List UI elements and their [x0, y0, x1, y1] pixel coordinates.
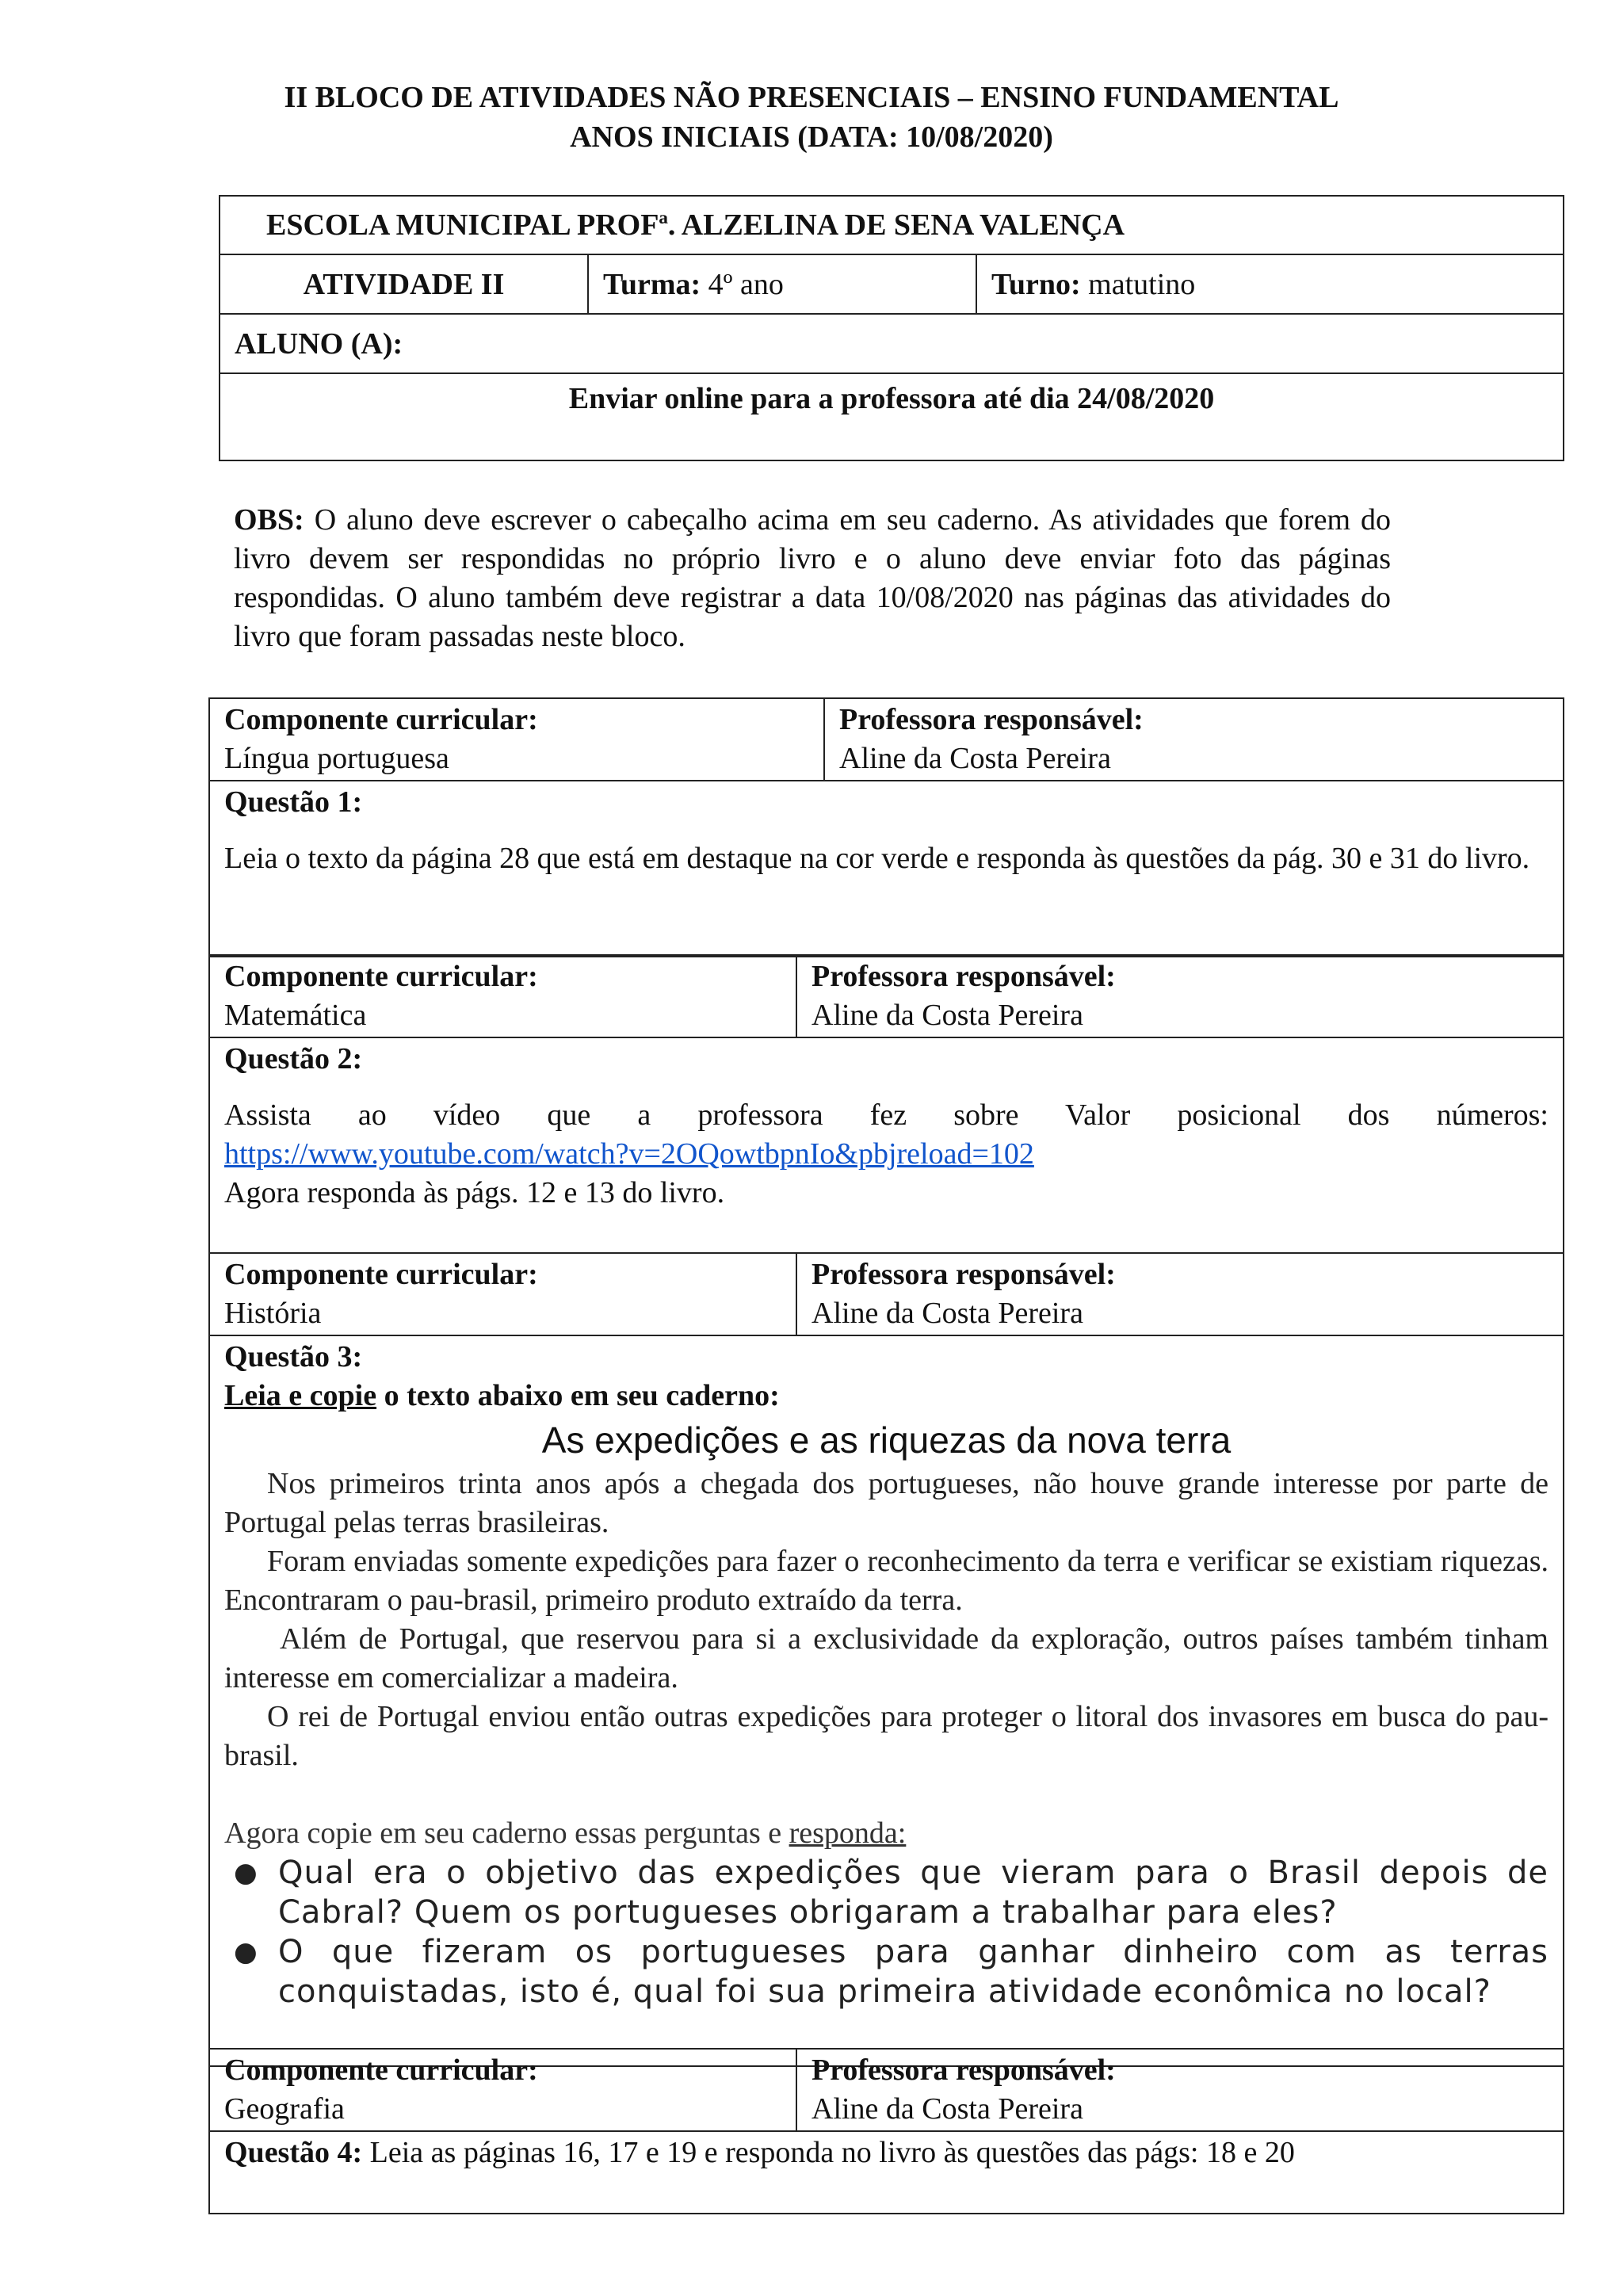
document-title	[0, 78, 1623, 157]
turma-label: Turma:	[603, 267, 701, 301]
school-name: ESCOLA MUNICIPAL PROFª. ALZELINA DE SENA VALENÇA	[220, 196, 1564, 254]
history-paragraph-2: Foram enviadas somente expedições para fazer o reconhecimento da terra e verificar se existiam riquezas. Encontraram o pau-brasil, primeiro produto extraído da terra.	[224, 1545, 1549, 1617]
teacher-cell	[824, 698, 1564, 781]
component-value: Matemática	[224, 999, 367, 1032]
questions-intro-text: Agora copie em seu caderno essas perguntas e	[224, 1817, 789, 1850]
teacher-label: Professora responsável:	[812, 960, 1116, 993]
section-math	[208, 954, 1564, 1254]
history-question-1-text: Qual era o objetivo das expedições que vieram para o Brasil depois de Cabral? Quem os portugueses obrigaram a trabalhar para eles?	[278, 1855, 1549, 1931]
section-geography	[208, 2048, 1564, 2214]
component-value: História	[224, 1297, 322, 1330]
questions-intro-underlined: responda:	[789, 1817, 907, 1850]
teacher-value: Aline da Costa Pereira	[812, 999, 1083, 1032]
question-cell	[209, 1335, 1564, 2066]
component-label: Componente curricular:	[224, 2053, 538, 2087]
component-value: Língua portuguesa	[224, 742, 449, 775]
turno-label: Turno:	[991, 267, 1081, 301]
deadline-text: Enviar online para a professora até dia 24/08/2020	[220, 373, 1564, 460]
history-question-list	[224, 1853, 1549, 2011]
history-paragraph-4: O rei de Portugal enviou então outras expedições para proteger o litoral dos invasores em busca do pau-brasil.	[224, 1700, 1549, 1772]
instruction-rest: o texto abaixo em seu caderno:	[376, 1379, 780, 1412]
copy-instruction	[224, 1377, 1549, 1415]
obs-text: O aluno deve escrever o cabeçalho acima em seu caderno. As atividades que forem do livro devem ser respondidas no próprio livro e o aluno deve enviar foto das páginas respondidas. O aluno também deve registrar a data 10/08/2020 nas páginas das atividades do livro que foram passadas neste bloco.	[234, 503, 1392, 653]
question-text: Leia o texto da página 28 que está em destaque na cor verde e responda às questões da pág. 30 e 31 do livro.	[224, 842, 1530, 875]
question-text-2: Agora responda às págs. 12 e 13 do livro.	[224, 1176, 725, 1209]
title-line-2: ANOS INICIAIS (DATA: 10/08/2020)	[570, 120, 1053, 154]
teacher-cell	[796, 955, 1564, 1037]
history-question-2-text: O que fizeram os portugueses para ganhar dinheiro com as terras conquistadas, isto é, qual foi sua primeira atividade econômica no local?	[278, 1934, 1549, 2010]
questions-intro	[224, 1814, 1549, 1853]
component-label: Componente curricular:	[224, 1258, 538, 1291]
question-text: Leia as páginas 16, 17 e 19 e responda no livro às questões das págs: 18 e 20	[369, 2136, 1295, 2169]
student-label: ALUNO (A):	[220, 314, 1564, 373]
component-cell	[209, 1253, 796, 1335]
question-text: Assista ao vídeo que a professora fez sobre Valor posicional dos números:	[224, 1098, 1549, 1132]
bullet-icon: ●	[234, 1936, 258, 1968]
title-line-1: II BLOCO DE ATIVIDADES NÃO PRESENCIAIS – ENSINO FUNDAMENTAL	[284, 81, 1339, 114]
component-cell	[209, 955, 796, 1037]
history-paragraph-1: Nos primeiros trinta anos após a chegada dos portugueses, não houve grande interesse por parte de Portugal pelas terras brasileiras.	[224, 1467, 1549, 1539]
question-label: Questão 2:	[224, 1042, 363, 1075]
history-paragraph-3: Além de Portugal, que reservou para si a exclusividade da exploração, outros países também tinham interesse em comercializar a madeira.	[224, 1622, 1549, 1694]
teacher-label: Professora responsável:	[839, 703, 1144, 736]
teacher-label: Professora responsável:	[812, 2053, 1116, 2087]
component-cell	[209, 2049, 796, 2131]
section-portuguese	[208, 697, 1564, 957]
teacher-value: Aline da Costa Pereira	[812, 2092, 1083, 2126]
turno-cell	[976, 254, 1564, 314]
component-value: Geografia	[224, 2092, 345, 2126]
obs-label: OBS:	[234, 503, 304, 537]
component-label: Componente curricular:	[224, 703, 538, 736]
obs-note	[234, 501, 1391, 656]
video-link[interactable]: https://www.youtube.com/watch?v=2OQowtbpnIo&pbjreload=102	[224, 1137, 1034, 1171]
instruction-underlined: Leia e copie	[224, 1379, 377, 1412]
teacher-label: Professora responsável:	[812, 1258, 1116, 1291]
section-history	[208, 1252, 1564, 2067]
teacher-cell	[796, 1253, 1564, 1335]
history-question-2	[234, 1932, 1549, 2011]
teacher-value: Aline da Costa Pereira	[812, 1297, 1083, 1330]
question-label: Questão 4:	[224, 2136, 363, 2169]
turno-value: matutino	[1088, 267, 1196, 301]
component-cell	[209, 698, 824, 781]
component-label: Componente curricular:	[224, 960, 538, 993]
header-table	[219, 195, 1564, 461]
question-cell	[209, 2131, 1564, 2214]
activity-cell: ATIVIDADE II	[220, 254, 588, 314]
bullet-icon: ●	[234, 1857, 258, 1889]
teacher-value: Aline da Costa Pereira	[839, 742, 1111, 775]
history-question-1	[234, 1853, 1549, 1932]
teacher-cell	[796, 2049, 1564, 2131]
history-text-title: As expedições e as riquezas da nova terra	[541, 1419, 1232, 1461]
question-cell	[209, 1037, 1564, 1253]
turma-cell	[588, 254, 976, 314]
turma-value: 4º ano	[708, 267, 784, 301]
question-cell	[209, 781, 1564, 957]
question-label: Questão 1:	[224, 785, 363, 819]
question-label: Questão 3:	[224, 1340, 363, 1373]
